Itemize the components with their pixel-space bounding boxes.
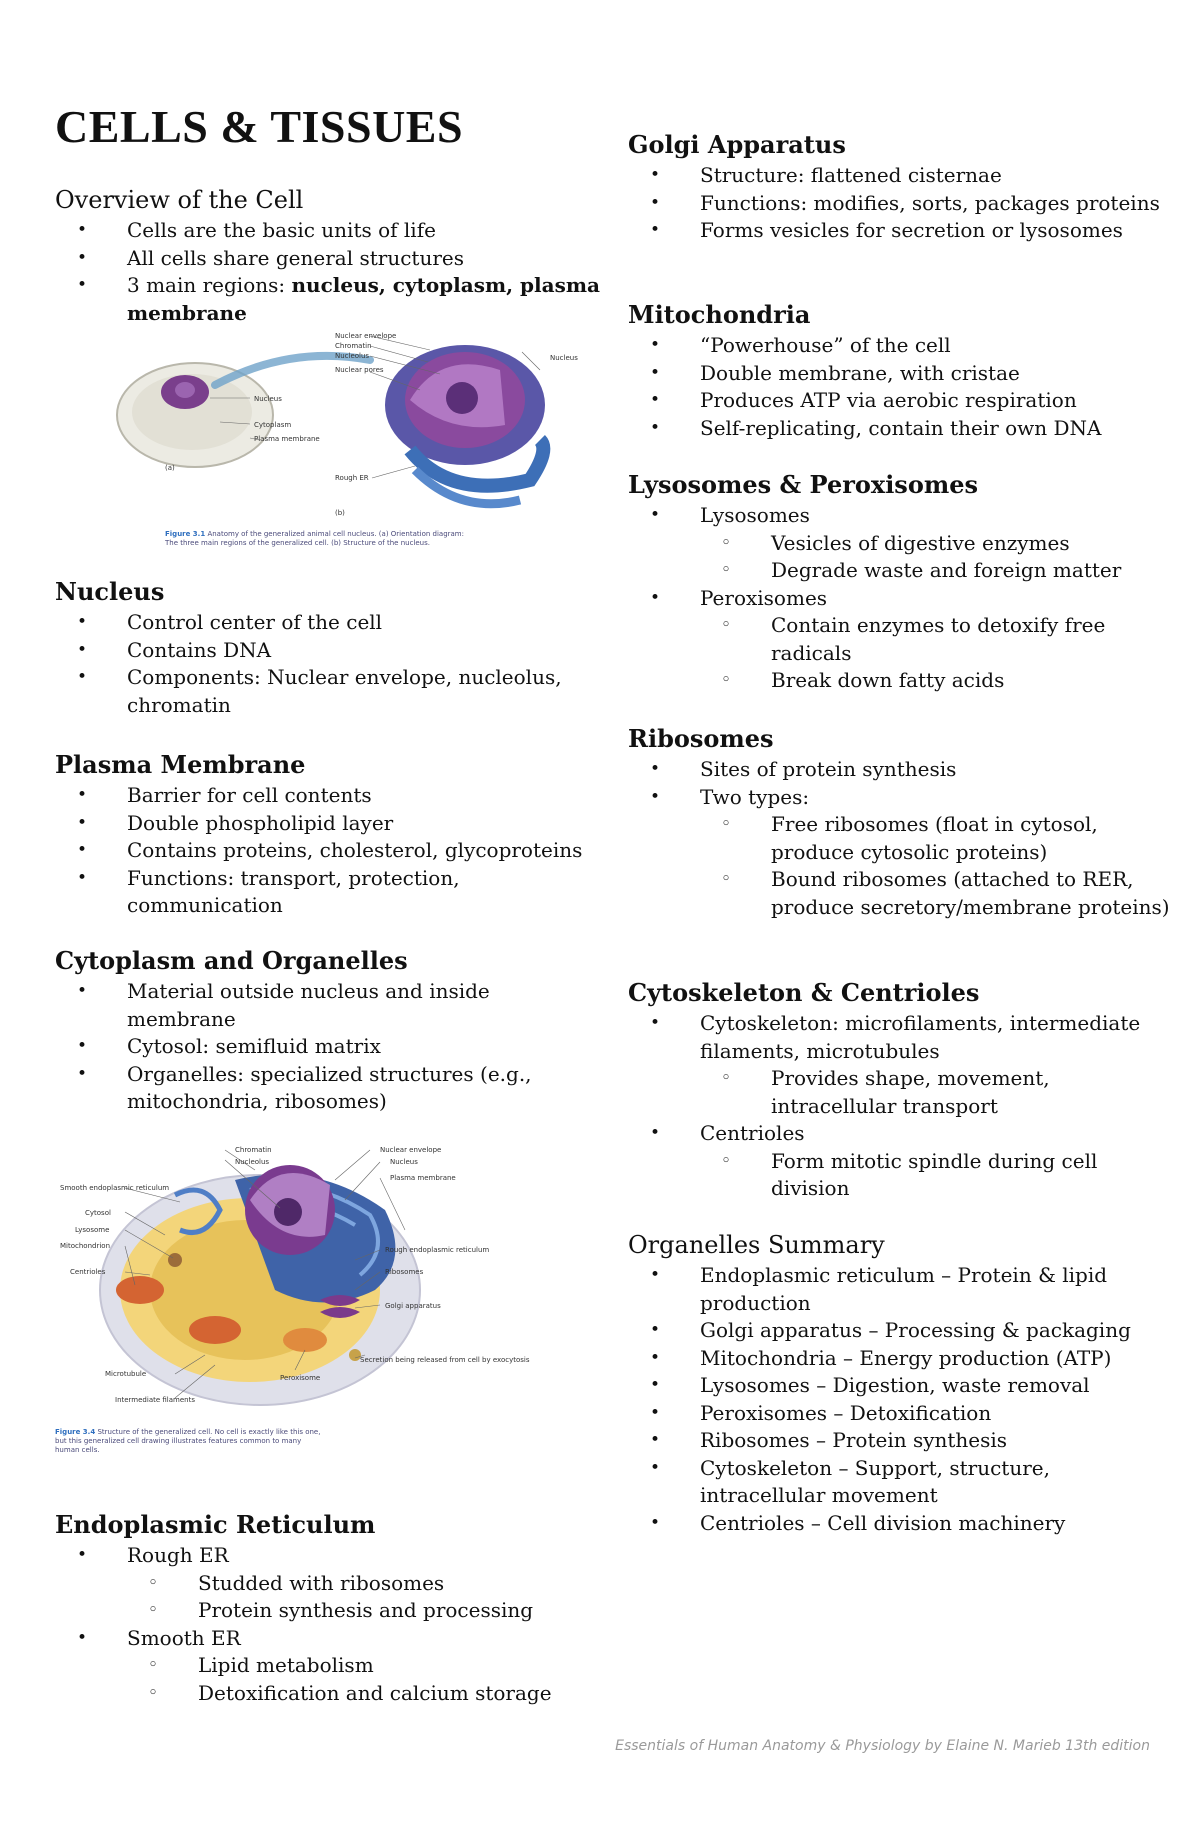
label-rough-er: Rough ER [335,474,369,482]
golgi-section [628,130,1173,245]
cytoskeleton-section [628,978,1173,1203]
cytoplasm-heading: Cytoplasm and Organelles [55,946,408,975]
list-item: • Centrioles – Cell division machinery [628,1510,1173,1538]
label-cytoplasm: Cytoplasm [254,421,292,429]
list-item: • Two types: [628,784,1173,812]
golgi-heading: Golgi Apparatus [628,130,846,159]
figure-caption [165,530,465,548]
label-nuclear-pores: Nuclear pores [335,366,384,374]
list-item: • Cytoskeleton: microfilaments, intermediate filaments, microtubules [628,1010,1173,1065]
list-item: • Functions: transport, protection, communication [55,865,600,920]
label-chromatin: Chromatin [235,1146,272,1154]
list-item: • Lysosomes [628,502,1173,530]
list-item: • Lysosomes – Digestion, waste removal [628,1372,1173,1400]
list-item: • Forms vesicles for secretion or lysosomes [628,217,1173,245]
overview-heading: Overview of the Cell [55,186,304,214]
list-item: • Ribosomes – Protein synthesis [628,1427,1173,1455]
label-intermediate-filaments: Intermediate filaments [115,1396,195,1404]
nucleus-heading: Nucleus [55,577,165,606]
summary-section [628,1230,1173,1537]
list-item: • Contains DNA [55,637,600,665]
list-item: • All cells share general structures [55,245,600,273]
list-item: • Smooth ER [55,1625,600,1653]
list-item: • Endoplasmic reticulum – Protein & lipid production [628,1262,1173,1317]
list-item-text: 3 main regions: [127,273,292,297]
label-lysosome: Lysosome [75,1226,110,1234]
figure-cell-nucleus [110,330,590,555]
figure-caption [55,1428,325,1455]
label-centrioles: Centrioles [70,1268,106,1276]
mitochondria-list [628,332,1173,442]
sub-list-item: ◦ Degrade waste and foreign matter [628,557,1173,585]
label-cytosol: Cytosol [85,1209,111,1217]
sub-list-item: ◦ Break down fatty acids [628,667,1173,695]
figure-caption-text: Structure of the generalized cell. No cell is exactly like this one, but this generalized cell drawing illustrates features common to many human cells. [55,1428,321,1454]
figure-caption-text: Anatomy of the generalized animal cell nucleus. (a) Orientation diagram: The three main regions of the generalized cell. (b) Structure of the nucleus. [165,530,464,547]
label-mitochondrion: Mitochondrion [60,1242,111,1250]
nucleus-section [55,577,600,719]
list-item: • Centrioles [628,1120,1173,1148]
list-item: • Golgi apparatus – Processing & packaging [628,1317,1173,1345]
lysosomes-heading: Lysosomes & Peroxisomes [628,470,979,499]
overview-list [55,217,600,327]
figure-generalized-cell [55,1140,530,1460]
list-item: • Cytosol: semifluid matrix [55,1033,600,1061]
label-nuclear-envelope: Nuclear envelope [335,332,397,340]
list-item: • Structure: flattened cisternae [628,162,1173,190]
cytoplasm-section [55,946,600,1116]
source-footer: Essentials of Human Anatomy & Physiology by Elaine N. Marieb 13th edition [615,1738,1150,1754]
er-section [55,1510,600,1707]
page-title: CELLS & TISSUES [55,101,464,152]
list-item: • Mitochondria – Energy production (ATP) [628,1345,1173,1373]
lysosomes-list [628,502,1173,695]
list-item: • Cytoskeleton – Support, structure, intracellular movement [628,1455,1173,1510]
nucleus-list [55,609,600,719]
label-nucleus-b: Nucleus [550,354,578,362]
label-nuclear-envelope: Nuclear envelope [380,1146,442,1154]
sub-list-item: ◦ Contain enzymes to detoxify free radicals [628,612,1173,667]
list-item: • Components: Nuclear envelope, nucleolus, chromatin [55,664,600,719]
sub-list-item: ◦ Bound ribosomes (attached to RER, produce secretory/membrane proteins) [628,866,1173,921]
sub-list-item: ◦ Detoxification and calcium storage [55,1680,600,1708]
overview-section [55,185,600,327]
list-item: • Double membrane, with cristae [628,360,1173,388]
label-microtubule: Microtubule [105,1370,147,1378]
golgi-list [628,162,1173,245]
label-panel-a: (a) [165,464,175,472]
label-ribosomes: Ribosomes [385,1268,424,1276]
label-nucleus-a: Nucleus [254,395,282,403]
label-nucleolus: Nucleolus [335,352,370,360]
list-item: • Peroxisomes [628,585,1173,613]
label-nucleolus: Nucleolus [235,1158,270,1166]
sub-list-item: ◦ Studded with ribosomes [55,1570,600,1598]
mitochondria-section [628,300,1173,442]
mitochondria-heading: Mitochondria [628,300,811,329]
cytoskeleton-heading: Cytoskeleton & Centrioles [628,978,980,1007]
sub-list-item: ◦ Vesicles of digestive enzymes [628,530,1173,558]
list-item: • Organelles: specialized structures (e.g., mitochondria, ribosomes) [55,1061,600,1116]
summary-heading: Organelles Summary [628,1231,885,1259]
sub-list-item: ◦ Free ribosomes (float in cytosol, produce cytosolic proteins) [628,811,1173,866]
label-nucleus: Nucleus [390,1158,418,1166]
list-item-bold: nucleus, cytoplasm, plasma membrane [127,273,600,325]
label-golgi: Golgi apparatus [385,1302,441,1310]
list-item: • Sites of protein synthesis [628,756,1173,784]
sub-list-item: ◦ Protein synthesis and processing [55,1597,600,1625]
plasma-membrane-section [55,750,600,920]
label-smooth-er: Smooth endoplasmic reticulum [60,1184,170,1192]
label-secretion: Secretion being released from cell by exocytosis [360,1356,530,1364]
ribosomes-list [628,756,1173,921]
er-heading: Endoplasmic Reticulum [55,1510,376,1539]
ribosomes-heading: Ribosomes [628,724,774,753]
lysosomes-section [628,470,1173,695]
list-item: • Cells are the basic units of life [55,217,600,245]
label-peroxisome: Peroxisome [280,1374,321,1382]
plasma-membrane-heading: Plasma Membrane [55,750,306,779]
list-item: • Rough ER [55,1542,600,1570]
figure-number: Figure 3.1 [165,530,206,538]
list-item: • Produces ATP via aerobic respiration [628,387,1173,415]
label-rough-er: Rough endoplasmic reticulum [385,1246,490,1254]
label-panel-b: (b) [335,509,345,517]
label-plasma-membrane: Plasma membrane [254,435,320,443]
summary-list [628,1262,1173,1537]
sub-list-item: ◦ Form mitotic spindle during cell division [628,1148,1173,1203]
label-plasma-membrane: Plasma membrane [390,1174,456,1182]
cytoplasm-list [55,978,600,1116]
list-item: • Control center of the cell [55,609,600,637]
list-item: • Self-replicating, contain their own DNA [628,415,1173,443]
list-item: • “Powerhouse” of the cell [628,332,1173,360]
cytoskeleton-list [628,1010,1173,1203]
generalized-cell-illustration [55,1140,530,1430]
list-item: • Functions: modifies, sorts, packages proteins [628,190,1173,218]
label-chromatin: Chromatin [335,342,372,350]
list-item: • Material outside nucleus and inside membrane [55,978,600,1033]
list-item: • Peroxisomes – Detoxification [628,1400,1173,1428]
er-list [55,1542,600,1707]
cell-nucleus-illustration [110,330,590,530]
figure-number: Figure 3.4 [55,1428,96,1436]
plasma-membrane-list [55,782,600,920]
list-item: • Barrier for cell contents [55,782,600,810]
list-item: • Double phospholipid layer [55,810,600,838]
sub-list-item: ◦ Lipid metabolism [55,1652,600,1680]
sub-list-item: ◦ Provides shape, movement, intracellular transport [628,1065,1173,1120]
list-item [55,272,600,327]
list-item: • Contains proteins, cholesterol, glycoproteins [55,837,600,865]
ribosomes-section [628,724,1173,921]
